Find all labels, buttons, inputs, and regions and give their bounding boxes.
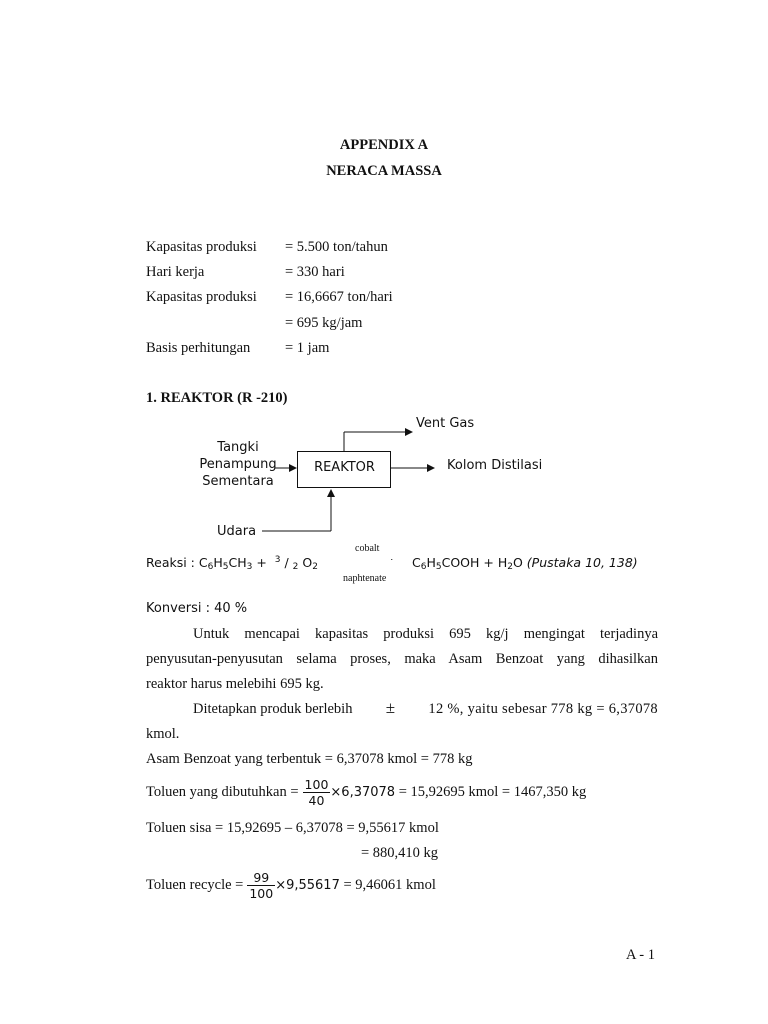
basis-value: = 1 jam: [285, 340, 330, 356]
source-label: Sementara: [202, 474, 274, 489]
reaction-products: $C_6H_5COOH + H_2O$ (Pustaka 10, 138): [412, 555, 638, 572]
recycle-result: = 9,46061 kmol: [339, 876, 436, 893]
paragraph-line: reaktor harus melebihi 695 kg.: [146, 676, 324, 692]
air-label: Udara: [217, 524, 257, 539]
working-days-label: Hari kerja: [146, 264, 205, 280]
toluen-sisa-kg: = 880,410 kg: [361, 845, 439, 861]
catalyst-bottom: naphtenate: [343, 573, 387, 584]
paragraph-line: [193, 698, 658, 718]
reaction-reference: (Pustaka 10, 138): [526, 555, 638, 570]
overproduction-value: 12 %, yaitu sebesar 778 kg = 6,37078: [428, 701, 658, 717]
toluen-recycle-calc: [146, 867, 436, 903]
fraction-denominator: 40: [308, 792, 325, 808]
overproduction-text: Ditetapkan produk berlebih: [193, 701, 353, 717]
vent-gas-label: Vent Gas: [416, 416, 475, 431]
page-title: NERACA MASSA: [326, 163, 442, 179]
toluen-label: Toluen yang dibutuhkan =: [146, 783, 299, 800]
page-number: A - 1: [626, 947, 655, 963]
benzoat-calc: Asam Benzoat yang terbentuk = 6,37078 kmol = 778 kg: [146, 751, 473, 767]
capacity-value: = 16,6667 ton/hari: [285, 289, 393, 305]
paragraph-line: penyusutan-penyusutan selama proses, maka Asam Benzoat yang dihasilkan: [146, 651, 658, 667]
section-heading: 1. REAKTOR (R -210): [146, 390, 288, 406]
toluen-sisa-calc: Toluen sisa = 15,92695 – 6,37078 = 9,55617 kmol: [146, 820, 439, 836]
recycle-fraction: [247, 870, 275, 901]
capacity-value: = 5.500 ton/tahun: [285, 239, 388, 255]
appendix-title: APPENDIX A: [339, 137, 429, 153]
source-label: Penampung: [199, 457, 277, 472]
recycle-expression: ×9,55617: [275, 877, 340, 893]
conversion-text: Konversi : 40 %: [146, 601, 248, 616]
working-days-value: = 330 hari: [285, 264, 345, 280]
reaction-prefix: Reaksi : C: [146, 555, 208, 570]
toluen-calc: [146, 774, 586, 810]
fraction-numerator: 99: [247, 870, 275, 886]
basis-label: Basis perhitungan: [146, 340, 251, 356]
toluen-result: = 15,92695 kmol = 1467,350 kg: [395, 783, 587, 800]
output-label: Kolom Distilasi: [447, 458, 543, 473]
source-label: Tangki: [217, 440, 259, 455]
paragraph-line: Untuk mencapai kapasitas produksi 695 kg/j mengingat terjadinya: [193, 626, 658, 642]
paragraph-line: kmol.: [146, 726, 180, 742]
toluen-fraction: [303, 777, 331, 808]
capacity-value: = 695 kg/jam: [285, 315, 363, 331]
reactor-label: REAKTOR: [314, 460, 375, 475]
capacity-label: Kapasitas produksi: [146, 289, 257, 305]
toluen-expression: ×6,37078: [330, 784, 396, 800]
fraction-denominator: 100: [249, 885, 274, 901]
recycle-label: Toluen recycle =: [146, 876, 244, 893]
plus-minus-symbol: ±: [385, 698, 396, 717]
capacity-label: Kapasitas produksi: [146, 239, 257, 255]
catalyst-top: cobalt: [355, 543, 380, 554]
fraction-numerator: 100: [304, 776, 329, 792]
reaction-equation: Reaksi : $C_6H_5CH_3 + ^3 / _2$ $O_2$: [146, 555, 318, 572]
